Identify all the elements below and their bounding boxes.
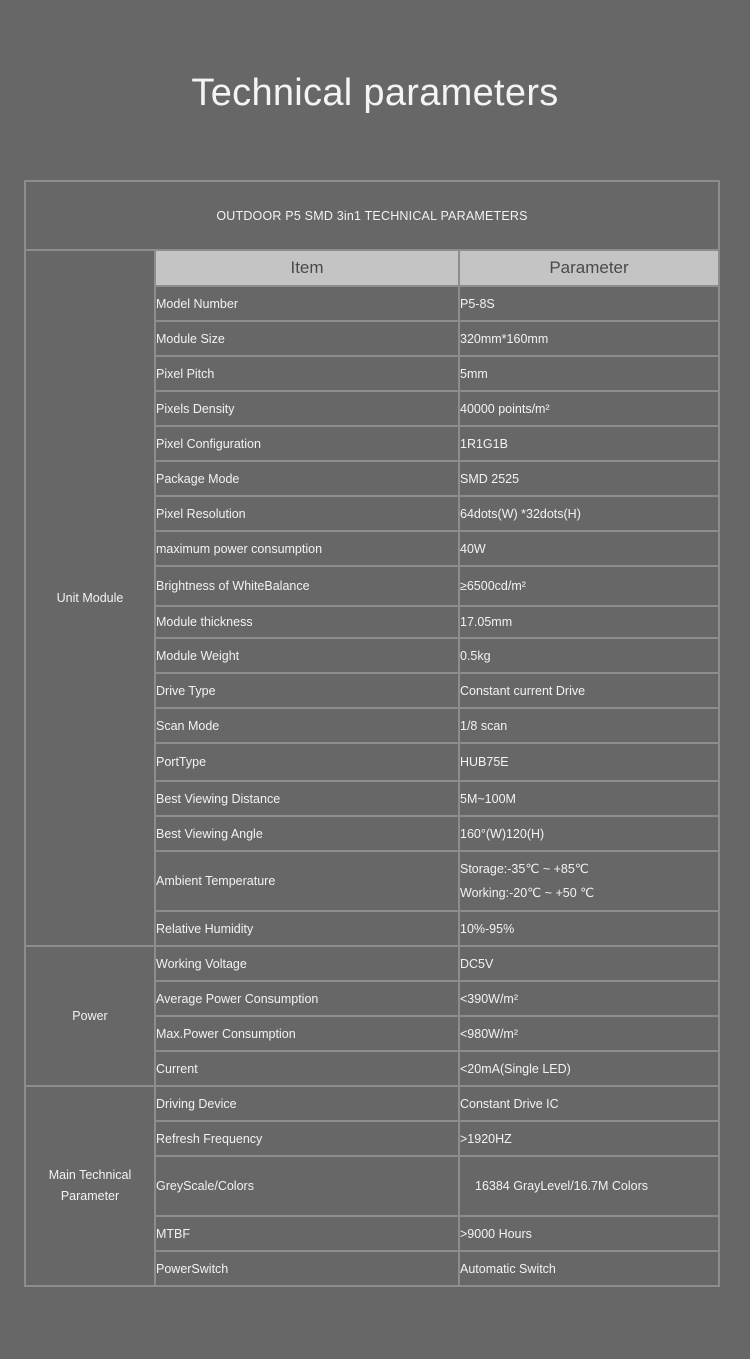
value-cell: 160°(W)120(H) bbox=[459, 816, 719, 851]
value-cell: 0.5kg bbox=[459, 638, 719, 673]
group-label-unit-module: Unit Module bbox=[25, 250, 155, 946]
page-title: Technical parameters bbox=[191, 72, 559, 114]
item-cell: MTBF bbox=[155, 1216, 459, 1251]
item-cell: Working Voltage bbox=[155, 946, 459, 981]
item-cell: Module thickness bbox=[155, 606, 459, 638]
value-cell: 10%-95% bbox=[459, 911, 719, 946]
item-cell: Driving Device bbox=[155, 1086, 459, 1121]
value-cell: DC5V bbox=[459, 946, 719, 981]
value-cell: 320mm*160mm bbox=[459, 321, 719, 356]
value-cell: HUB75E bbox=[459, 743, 719, 781]
value-cell: >9000 Hours bbox=[459, 1216, 719, 1251]
column-header-parameter: Parameter bbox=[459, 250, 719, 286]
header-row bbox=[25, 250, 719, 286]
item-cell: Model Number bbox=[155, 286, 459, 321]
item-cell: Brightness of WhiteBalance bbox=[155, 566, 459, 606]
table-row bbox=[25, 1086, 719, 1121]
item-cell: Best Viewing Angle bbox=[155, 816, 459, 851]
value-cell: 1R1G1B bbox=[459, 426, 719, 461]
value-line: Working:-20℃ ~ +50 ℃ bbox=[460, 886, 595, 900]
value-cell: Constant current Drive bbox=[459, 673, 719, 708]
value-cell: P5-8S bbox=[459, 286, 719, 321]
value-cell: 1/8 scan bbox=[459, 708, 719, 743]
item-cell: PortType bbox=[155, 743, 459, 781]
group-label-main-technical-parameter: Main Technical Parameter bbox=[25, 1086, 155, 1286]
value-line: Storage:-35℃ ~ +85℃ bbox=[460, 862, 589, 876]
value-cell: 17.05mm bbox=[459, 606, 719, 638]
value-cell: 64dots(W) *32dots(H) bbox=[459, 496, 719, 531]
item-cell: Pixels Density bbox=[155, 391, 459, 426]
item-cell: Refresh Frequency bbox=[155, 1121, 459, 1156]
item-cell: PowerSwitch bbox=[155, 1251, 459, 1286]
table-caption-row bbox=[25, 181, 719, 250]
item-cell: Average Power Consumption bbox=[155, 981, 459, 1016]
value-cell: 5M~100M bbox=[459, 781, 719, 816]
item-cell: Drive Type bbox=[155, 673, 459, 708]
item-cell: Ambient Temperature bbox=[155, 851, 459, 911]
item-cell: Pixel Resolution bbox=[155, 496, 459, 531]
item-cell: Relative Humidity bbox=[155, 911, 459, 946]
value-cell: Automatic Switch bbox=[459, 1251, 719, 1286]
group-label-power: Power bbox=[25, 946, 155, 1086]
item-cell: Module Size bbox=[155, 321, 459, 356]
value-cell: >1920HZ bbox=[459, 1121, 719, 1156]
value-cell: ≥6500cd/m² bbox=[459, 566, 719, 606]
value-cell: 5mm bbox=[459, 356, 719, 391]
item-cell: Best Viewing Distance bbox=[155, 781, 459, 816]
item-cell: GreyScale/Colors bbox=[155, 1156, 459, 1216]
item-cell: maximum power consumption bbox=[155, 531, 459, 566]
parameters-table bbox=[24, 180, 720, 1287]
value-cell: 16384 GrayLevel/16.7M Colors bbox=[459, 1156, 719, 1216]
value-cell: 40000 points/m² bbox=[459, 391, 719, 426]
item-cell: Pixel Pitch bbox=[155, 356, 459, 391]
value-cell: 40W bbox=[459, 531, 719, 566]
item-cell: Scan Mode bbox=[155, 708, 459, 743]
value-cell: <980W/m² bbox=[459, 1016, 719, 1051]
value-cell: <20mA(Single LED) bbox=[459, 1051, 719, 1086]
item-cell: Module Weight bbox=[155, 638, 459, 673]
value-cell bbox=[459, 851, 719, 911]
table-caption: OUTDOOR P5 SMD 3in1 TECHNICAL PARAMETERS bbox=[25, 181, 719, 250]
value-cell: SMD 2525 bbox=[459, 461, 719, 496]
item-cell: Package Mode bbox=[155, 461, 459, 496]
item-cell: Pixel Configuration bbox=[155, 426, 459, 461]
table-row bbox=[25, 946, 719, 981]
item-cell: Max.Power Consumption bbox=[155, 1016, 459, 1051]
column-header-item: Item bbox=[155, 250, 459, 286]
item-cell: Current bbox=[155, 1051, 459, 1086]
value-cell: Constant Drive IC bbox=[459, 1086, 719, 1121]
value-cell: <390W/m² bbox=[459, 981, 719, 1016]
